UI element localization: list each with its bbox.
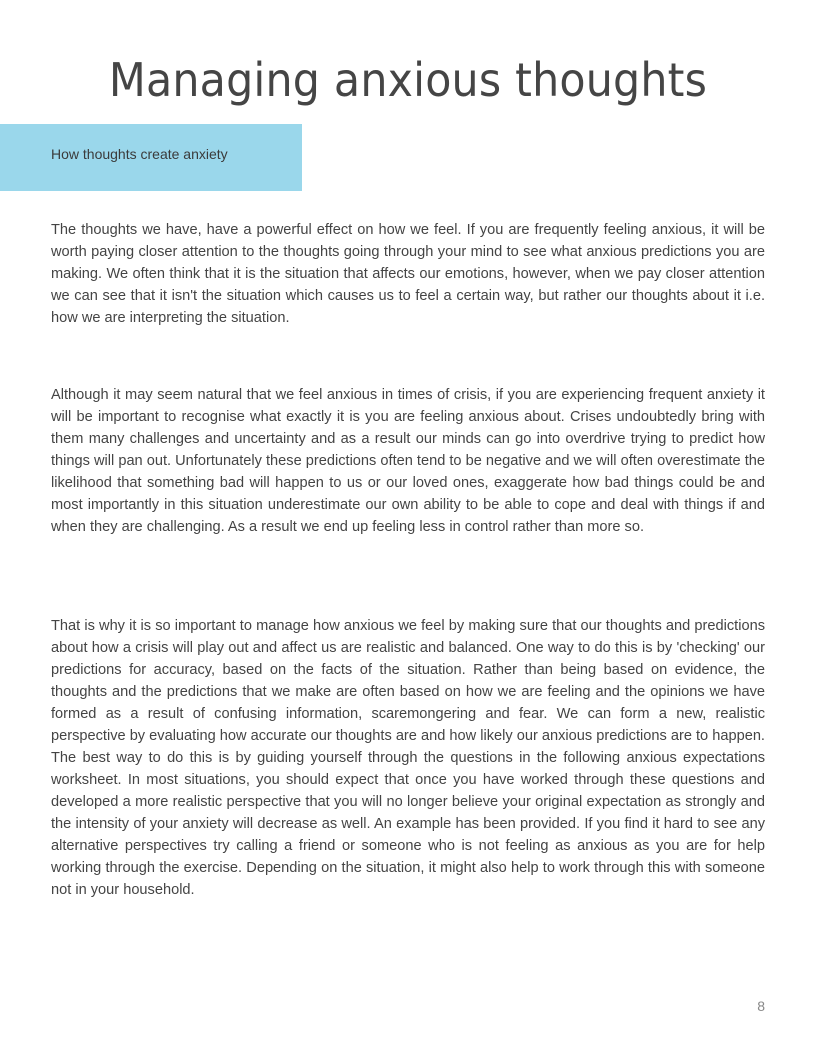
section-heading-band [0,124,302,191]
body-paragraph-1: The thoughts we have, have a powerful effect on how we feel. If you are frequently feeling anxious, it will be worth paying closer attention to the thoughts going through your mind to see what anxious predictions you are making. We often think that it is the situation that affects our emotions, however, when we pay closer attention we can see that it isn't the situation which causes us to feel a certain way, but rather our thoughts about it i.e. how we are interpreting the situation. [51,222,765,326]
section-heading: How thoughts create anxiety [51,146,228,162]
page-title: Managing anxious thoughts [108,53,708,107]
body-paragraph-3: That is why it is so important to manage how anxious we feel by making sure that our thoughts and predictions about how a crisis will play out and affect us are realistic and balanced. One way to do this is by 'checking' our predictions for accuracy, based on the facts of the situation. Rather than being based on evidence, the thoughts and the predictions that we make are often based on how we are feeling and the opinions we have formed as a result of confusing information, scaremongering and fear. We can form a new, realistic perspective by evaluating how accurate our thoughts are and how likely our anxious predictions are to happen. The best way to do this is by guiding yourself through the questions in the following anxious expectations worksheet. In most situations, you should expect that once you have worked through these questions and developed a more realistic perspective that you will no longer believe your original expectation as strongly and the intensity of your anxiety will decrease as well. An example has been provided. If you find it hard to see any alternative perspectives try calling a friend or someone who is not feeling as anxious as you are for help working through the exercise. Depending on the situation, it might also help to work through this with someone not in your household. [51,618,765,898]
body-paragraph-2: Although it may seem natural that we feel anxious in times of crisis, if you are experiencing frequent anxiety it will be important to recognise what exactly it is you are feeling anxious about. Crises undoubtedly bring with them many challenges and uncertainty and as a result our minds can go into overdrive trying to predict how things will pan out. Unfortunately these predictions often tend to be negative and we will often overestimate the likelihood that something bad will happen to us or our loved ones, exaggerate how bad things could be and most importantly in this situation underestimate our own ability to be able to cope and deal with things if and when they are challenging. As a result we end up feeling less in control rather than more so. [51,387,765,535]
page-number: 8 [757,998,765,1014]
